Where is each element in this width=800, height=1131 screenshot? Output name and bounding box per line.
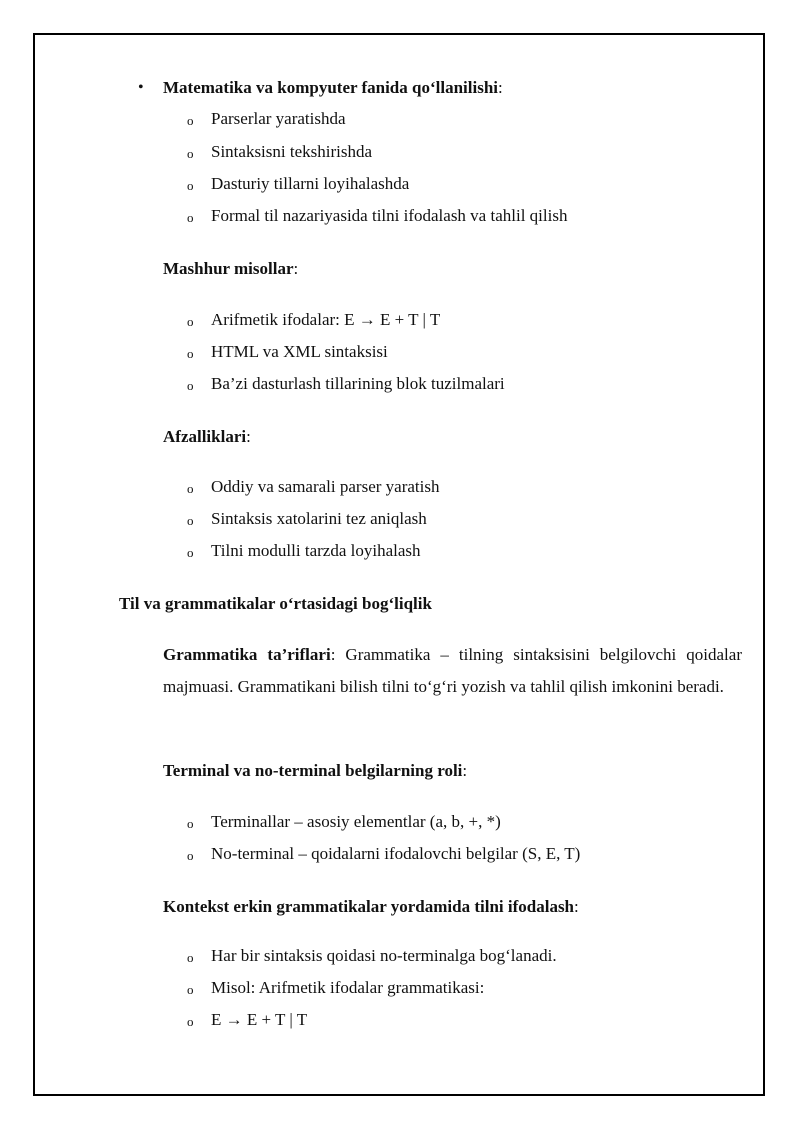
list-item: No-terminal – qoidalarni ifodalovchi belgilar (S, E, T) <box>211 844 581 863</box>
sub-bullet: o <box>187 1014 194 1029</box>
list-item: Sintaksisni tekshirishda <box>211 142 373 161</box>
paragraph-heading: Grammatika ta’riflari <box>163 645 331 664</box>
sub-bullet: o <box>187 113 194 128</box>
heading-examples-text: Mashhur misollar <box>163 259 294 278</box>
sub-bullet: o <box>187 545 194 560</box>
sub-bullet: o <box>187 178 194 193</box>
heading-terminal-text: Terminal va no-terminal belgilarning roli <box>163 761 463 780</box>
list-item: Oddiy va samarali parser yaratish <box>211 477 440 496</box>
heading-colon: : <box>574 897 579 916</box>
heading-advantages <box>163 426 251 448</box>
sub-bullet: o <box>187 346 194 361</box>
list-bullet: • <box>138 79 144 96</box>
sub-bullet: o <box>187 950 194 965</box>
heading-colon: : <box>246 427 251 446</box>
heading-applications-text: Matematika va kompyuter fanida qo‘llanilishi <box>163 78 498 97</box>
list-item: Dasturiy tillarni loyihalashda <box>211 174 410 193</box>
heading-advantages-text: Afzalliklari <box>163 427 247 446</box>
section-title: Til va grammatikalar o‘rtasidagi bog‘liqlik <box>119 594 432 613</box>
sub-bullet: o <box>187 146 194 161</box>
heading-examples <box>163 258 298 280</box>
list-item: Misol: Arifmetik ifodalar grammatikasi: <box>211 978 485 997</box>
heading-applications <box>163 77 503 99</box>
list-item: E → E + T | T <box>211 1010 308 1029</box>
list-item: Sintaksis xatolarini tez aniqlash <box>211 509 427 528</box>
list-item: Formal til nazariyasida tilni ifodalash va tahlil qilish <box>211 206 568 225</box>
heading-context-free <box>163 896 579 918</box>
sub-bullet: o <box>187 210 194 225</box>
list-item: Har bir sintaksis qoidasi no-terminalga bog‘lanadi. <box>211 946 557 965</box>
sub-bullet: o <box>187 816 194 831</box>
sub-bullet: o <box>187 378 194 393</box>
heading-colon: : <box>293 259 299 278</box>
list-item: Tilni modulli tarzda loyihalash <box>211 541 421 560</box>
list-item: Parserlar yaratishda <box>211 109 346 128</box>
heading-terminal <box>163 760 467 782</box>
paragraph-definitions <box>163 639 742 703</box>
heading-colon: : <box>498 78 503 97</box>
heading-context-free-text: Kontekst erkin grammatikalar yordamida tilni ifodalash <box>163 897 575 916</box>
heading-colon: : <box>462 761 468 780</box>
sub-bullet: o <box>187 314 194 329</box>
sub-bullet: o <box>187 982 194 997</box>
paragraph-text: : Grammatika – tilning sintaksisini belgilovchi qoidalar majmuasi. Grammatikani bilish tilni to‘g‘ri yozish va tahlil qilish imkonini beradi. <box>163 645 742 696</box>
list-item: Arifmetik ifodalar: E → E + T | T <box>211 310 441 329</box>
sub-bullet: o <box>187 481 194 496</box>
list-item: Ba’zi dasturlash tillarining blok tuzilmalari <box>211 374 505 393</box>
sub-bullet: o <box>187 848 194 863</box>
sub-bullet: o <box>187 513 194 528</box>
list-item: Terminallar – asosiy elementlar (a, b, +, *) <box>211 812 501 831</box>
list-item: HTML va XML sintaksisi <box>211 342 388 361</box>
